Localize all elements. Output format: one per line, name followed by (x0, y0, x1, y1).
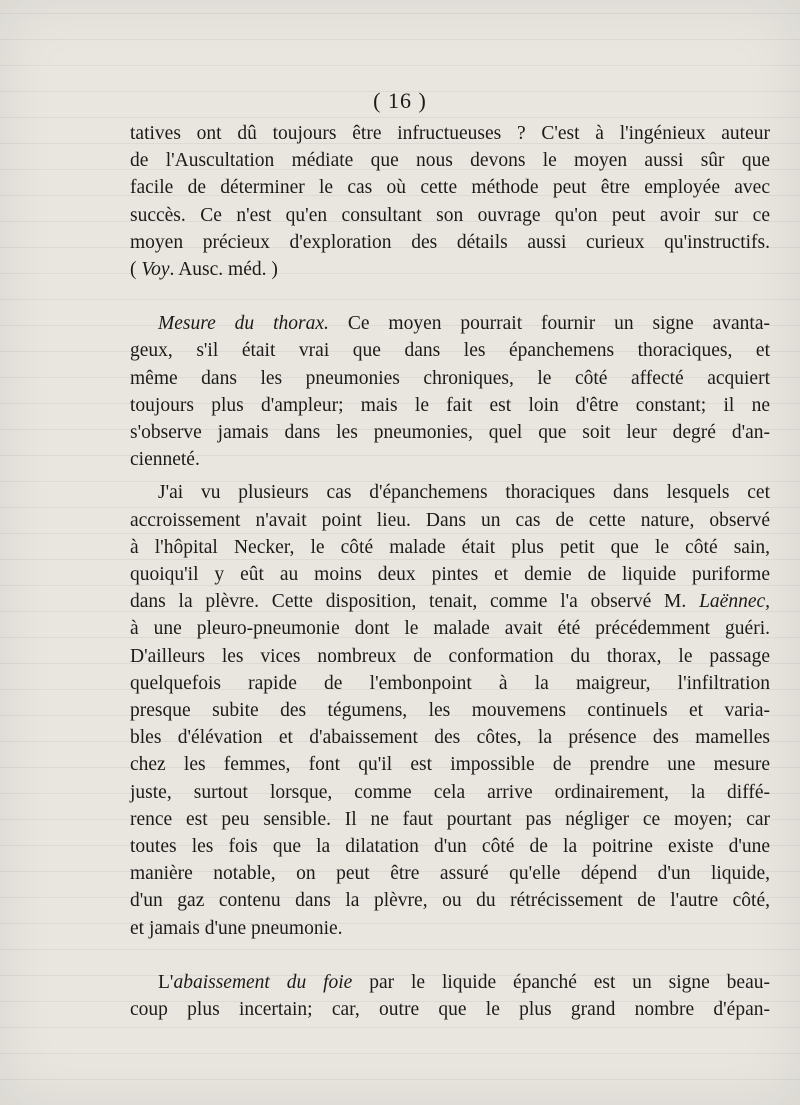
p2-line: geux, s'il était vrai que dans les épanchemens thoraciques, et (130, 340, 770, 362)
p3-line: toutes les fois que la dilatation d'un côté de la poitrine existe d'une (130, 836, 770, 858)
p4-first-line: L'abaissement du foie par le liquide épanché est un signe beau- (158, 971, 770, 993)
p3-line: quoiqu'il y eût au moins deux pintes et demie de liquide puriforme (130, 564, 770, 586)
page-number: ( 16 ) (373, 88, 427, 113)
p3-line: à une pleuro-pneumonie dont le malade avait été précédemment guéri. (130, 618, 770, 640)
p3-line: d'un gaz contenu dans la plèvre, ou du rétrécissement de l'autre côté, (130, 890, 770, 912)
p3-line-author: dans la plèvre. Cette disposition, tenait, comme l'a observé M. Laënnec, (130, 591, 770, 613)
section-heading-abaissement-foie: abaissement du foie (173, 971, 353, 993)
p3-line: chez les femmes, font qu'il est impossible de prendre une mesure (130, 754, 770, 776)
p3-line: bles d'élévation et d'abaissement des côtes, la présence des mamelles (130, 727, 770, 749)
p1-line: succès. Ce n'est qu'en consultant son ouvrage qu'on peut avoir sur ce (130, 204, 770, 226)
p3-line: à l'hôpital Necker, le côté malade était plus petit que le côté sain, (130, 536, 770, 558)
p2-line: toujours plus d'ampleur; mais le fait est loin d'être constant; il ne (130, 394, 770, 416)
p1-line: moyen précieux d'exploration des détails aussi curieux qu'instructifs. (130, 231, 770, 253)
p3-line: J'ai vu plusieurs cas d'épanchemens thoraciques dans lesquels cet (158, 482, 770, 504)
p2-first-line: Mesure du thorax. Ce moyen pourrait fournir un signe avanta- (158, 313, 770, 335)
p3-line: manière notable, on peut être assuré qu'elle dépend d'un liquide, (130, 863, 770, 885)
p3-line: accroissement n'avait point lieu. Dans un cas de cette nature, observé (130, 509, 770, 531)
p4-line: coup plus incertain; car, outre que le plus grand nombre d'épan- (130, 999, 770, 1021)
p1-reference: ( Voy. Ausc. méd. ) (130, 259, 278, 281)
section-heading-mesure-thorax: Mesure du thorax. (158, 313, 329, 335)
p3-line: juste, surtout lorsque, comme cela arrive ordinairement, la diffé- (130, 781, 770, 803)
p2-line: cienneté. (130, 449, 200, 471)
p3-line: rence est peu sensible. Il ne faut pourtant pas négliger ce moyen; car (130, 808, 770, 830)
p3-line: presque subite des tégumens, les mouvemens continuels et varia- (130, 700, 770, 722)
author-name: Laënnec, (699, 591, 770, 613)
p3-line: quelquefois rapide de l'embonpoint à la maigreur, l'infiltration (130, 672, 770, 694)
p1-line: facile de déterminer le cas où cette méthode peut être employée avec (130, 177, 770, 199)
p1-line: de l'Auscultation médiate que nous devons le moyen aussi sûr que (130, 150, 770, 172)
p3-line: D'ailleurs les vices nombreux de conformation du thorax, le passage (130, 645, 770, 667)
p2-line: s'observe jamais dans les pneumonies, quel que soit leur degré d'an- (130, 422, 770, 444)
p1-line: tatives ont dû toujours être infructueuses ? C'est à l'ingénieux auteur (130, 123, 770, 144)
p2-line: même dans les pneumonies chroniques, le côté affecté acquiert (130, 367, 770, 389)
body-text (130, 120, 770, 1023)
p3-line: et jamais d'une pneumonie. (130, 917, 343, 939)
